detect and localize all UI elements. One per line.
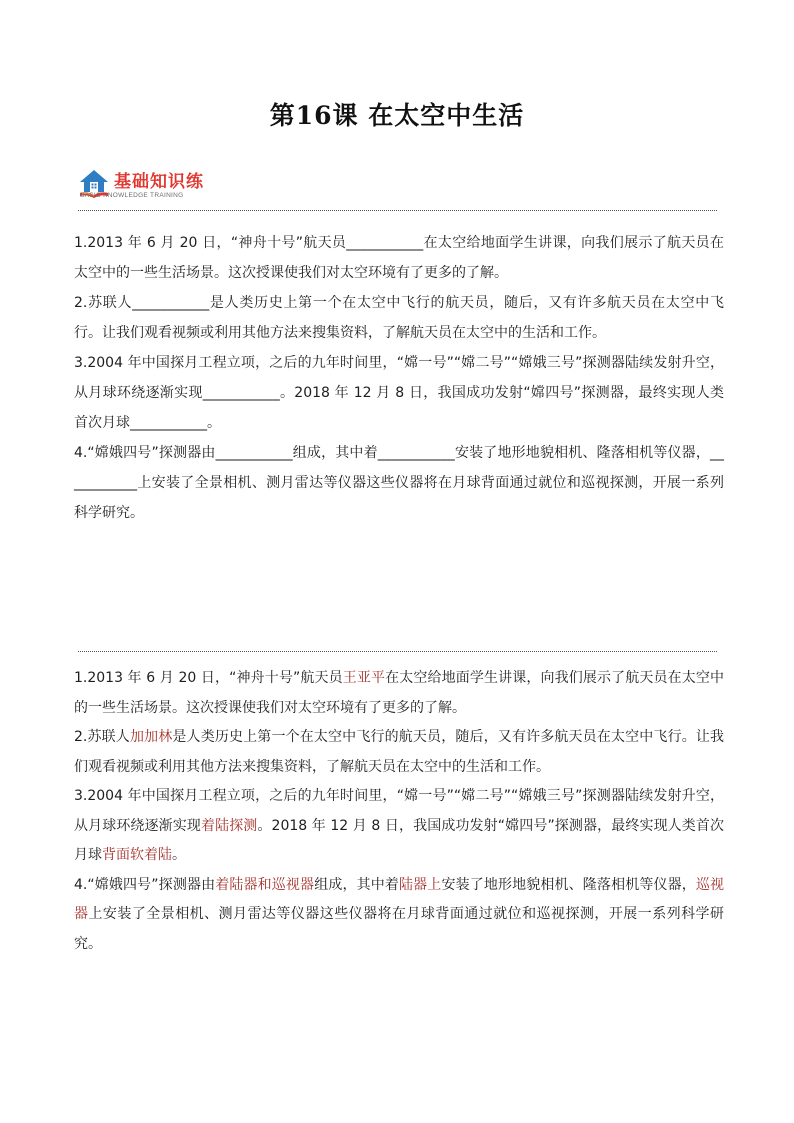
answer-text: 。2018 年 12 月 8 日，我国成功发射“嫦四号”探测器，最终实现人类首次月球 xyxy=(74,817,725,863)
question-4 xyxy=(74,438,724,528)
question-1 xyxy=(74,228,724,288)
answer-text: 3.2004 年中国探月工程立项，之后的九年时间里，“嫦一号”“嫦二号”“嫦娥三号”探测器陆续发射升空，从月球环绕逐渐实现 xyxy=(74,788,724,834)
answer-1 xyxy=(74,664,724,723)
answer-highlight: 着陆探测 xyxy=(200,817,258,834)
page-title: 第16课 在太空中生活 xyxy=(269,101,525,130)
question-text: 3.2004 年中国探月工程立项，之后的九年时间里，“嫦一号”“嫦二号”“嫦娥三号”探测器陆续发射升空，从月球环绕逐渐实现 xyxy=(74,355,724,401)
answer-text: 4.“嫦娥四号”探测器由 xyxy=(74,876,216,893)
questions-section xyxy=(74,228,724,528)
answer-text: 组成，其中着 xyxy=(314,876,400,893)
answer-blank: ___________ xyxy=(346,235,424,251)
answer-highlight: 巡视器 xyxy=(74,876,725,922)
answer-blank: ___________ xyxy=(74,445,725,491)
answer-text: 1.2013 年 6 月 20 日，“神舟十号”航天员 xyxy=(74,670,343,686)
answer-highlight: 着陆器和巡视器 xyxy=(215,876,315,893)
answer-highlight: 王亚平 xyxy=(342,670,386,686)
answer-text: 在太空给地面学生讲课，向我们展示了航天员在太空中的一些生活场景。这次授课使我们对太空环境有了更多的了解。 xyxy=(74,670,725,716)
answer-blank: ___________ xyxy=(202,385,280,401)
question-text: 。 xyxy=(207,415,221,431)
question-text: 1.2013 年 6 月 20 日，“神舟十号”航天员 xyxy=(74,235,347,251)
divider-top xyxy=(78,210,717,211)
answer-blank: ___________ xyxy=(130,415,207,431)
section-logo xyxy=(78,164,278,204)
question-text: 在太空给地面学生讲课，向我们展示了航天员在太空中的一些生活场景。这次授课使我们对太空环境有了更多的了解。 xyxy=(74,235,724,281)
answer-text: 2.苏联人 xyxy=(74,729,130,745)
question-text: 是人类历史上第一个在太空中飞行的航天员，随后，又有许多航天员在太空中飞行。让我们观看视频或利用其他方法来搜集资料，了解航天员在太空中的生活和工作。 xyxy=(74,295,725,341)
question-text: 2.苏联人 xyxy=(74,295,133,311)
answer-text: 安装了地形地貌相机、隆落相机等仪器， xyxy=(441,876,696,893)
answer-2 xyxy=(74,723,724,782)
answer-highlight: 陆器上 xyxy=(399,876,442,893)
answer-blank: ___________ xyxy=(132,295,210,311)
question-2 xyxy=(74,288,724,348)
question-text: 上安装了全景相机、测月雷达等仪器这些仪器将在月球背面通过就位和巡视探测，开展一系列科学研究。 xyxy=(74,475,724,521)
answer-highlight: 背面软着陆 xyxy=(102,847,172,863)
answer-text: 上安装了全景相机、测月雷达等仪器这些仪器将在月球背面通过就位和巡视探测，开展一系列科学研究。 xyxy=(74,906,725,952)
answer-text: 是人类历史上第一个在太空中飞行的航天员，随后，又有许多航天员在太空中飞行。让我们观看视频或利用其他方法来搜集资料，了解航天员在太空中的生活和工作。 xyxy=(74,729,725,775)
answer-blank: ___________ xyxy=(377,445,455,461)
answer-highlight: 加加林 xyxy=(129,729,173,745)
answer-blank: ___________ xyxy=(215,445,293,461)
divider-answers xyxy=(78,651,717,652)
answer-text: 。 xyxy=(172,847,186,863)
answer-4 xyxy=(74,871,724,960)
question-text: 。2018 年 12 月 8 日，我国成功发射“嫦四号”探测器，最终实现人类首次月球 xyxy=(74,385,725,431)
question-3 xyxy=(74,348,724,438)
question-text: 安装了地形地貌相机、隆落相机等仪器， xyxy=(454,445,711,461)
logo-title: 基础知识练 xyxy=(114,172,204,192)
question-text: 组成，其中着 xyxy=(292,445,378,461)
answers-section xyxy=(74,664,724,959)
question-text: 4.“嫦娥四号”探测器由 xyxy=(74,445,216,461)
answer-3 xyxy=(74,782,724,871)
logo-subtitle: BASIC KNOWLEDGE TRAINING xyxy=(80,192,184,199)
